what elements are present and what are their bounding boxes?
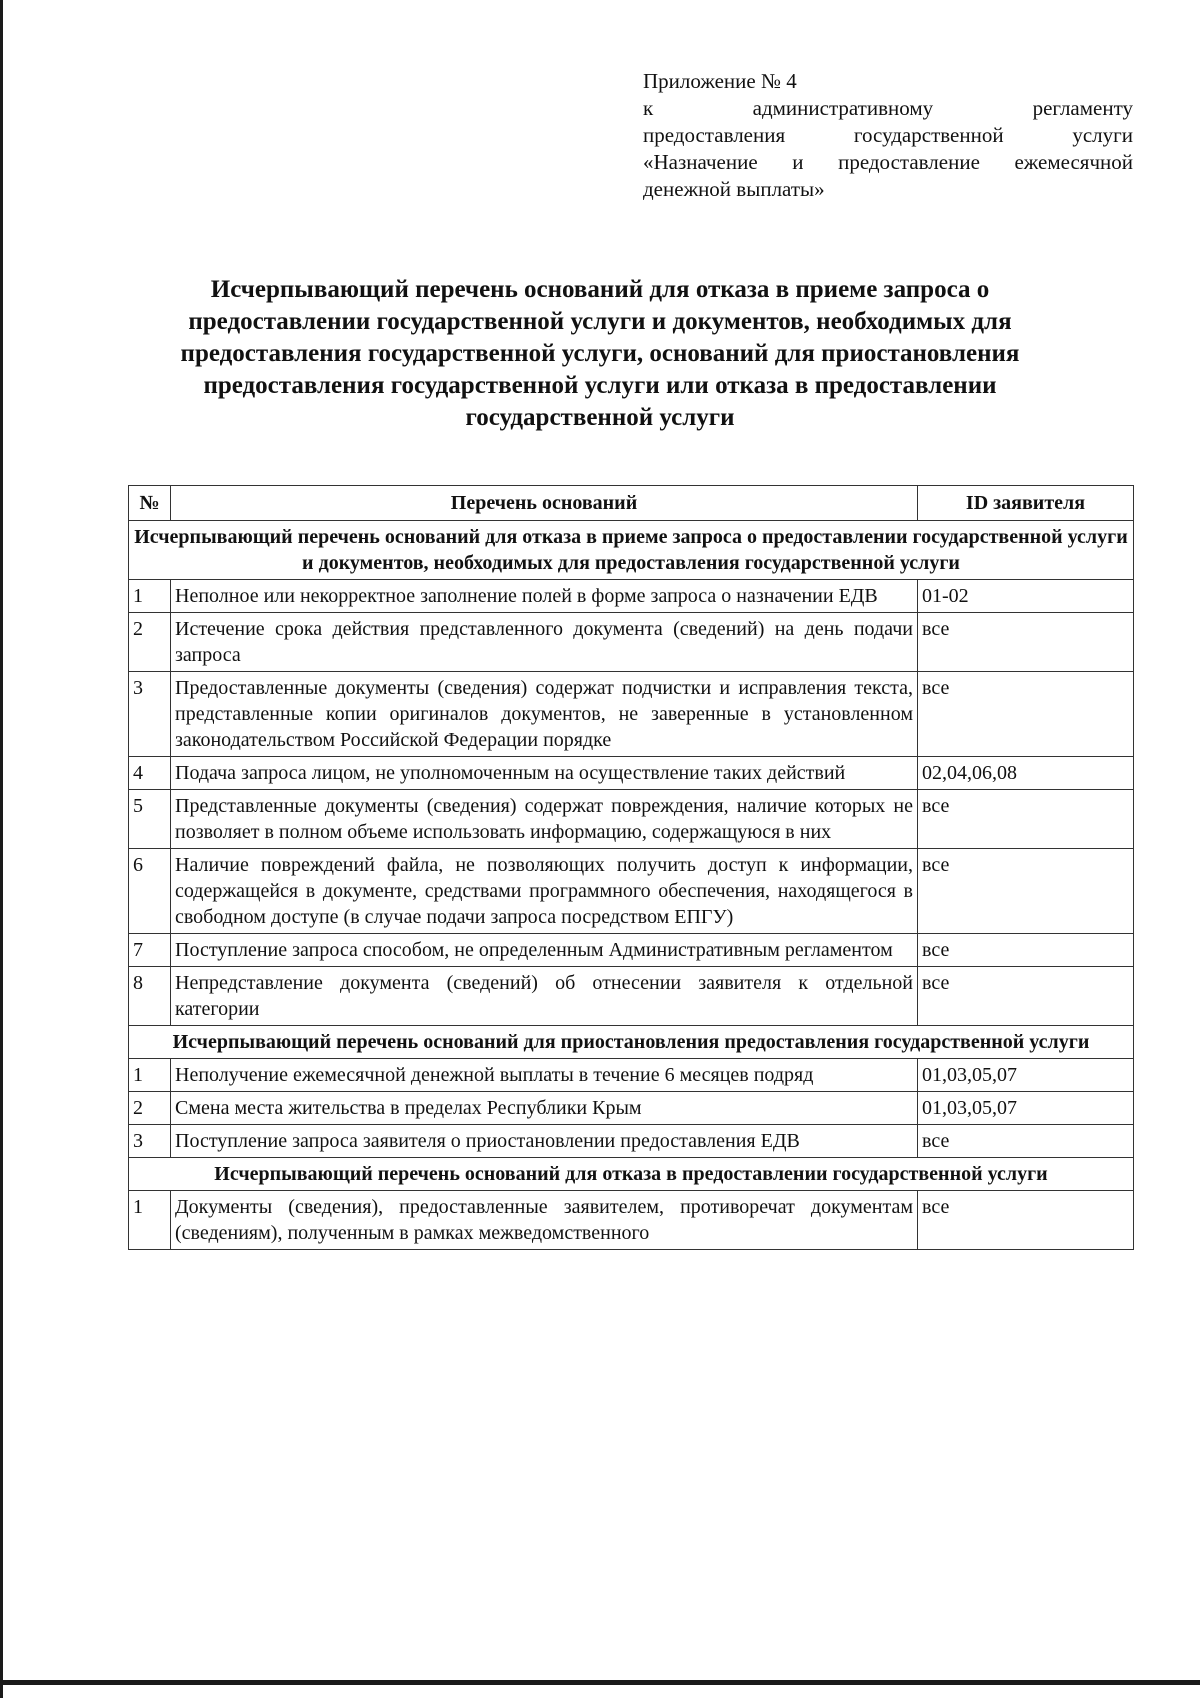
- row-number: 3: [129, 1125, 171, 1158]
- table-row: [129, 1125, 1134, 1158]
- table-row: [129, 1092, 1134, 1125]
- appendix-line-3: «Назначение и предоставление ежемесячной: [643, 150, 1133, 174]
- row-applicant-id: 01,03,05,07: [918, 1059, 1134, 1092]
- header-grounds: Перечень оснований: [171, 486, 918, 521]
- row-number: 8: [129, 967, 171, 1026]
- row-applicant-id: все: [918, 613, 1134, 672]
- row-text: Предоставленные документы (сведения) содержат подчистки и исправления текста, представленные копии оригиналов документов, не заверенные в установленном законодательством Российской Федерации порядке: [171, 672, 918, 757]
- table-row: [129, 672, 1134, 757]
- table-row: [129, 1059, 1134, 1092]
- section-heading-row: [129, 1026, 1134, 1059]
- row-text: Поступление запроса заявителя о приостановлении предоставления ЕДВ: [171, 1125, 918, 1158]
- table-row: [129, 849, 1134, 934]
- row-number: 5: [129, 790, 171, 849]
- section-heading-refusal-provision: Исчерпывающий перечень оснований для отказа в предоставлении государственной услуги: [129, 1158, 1134, 1191]
- row-applicant-id: 01,03,05,07: [918, 1092, 1134, 1125]
- appendix-number: Приложение № 4: [643, 69, 797, 93]
- row-text: Истечение срока действия представленного документа (сведений) на день подачи запроса: [171, 613, 918, 672]
- row-number: 1: [129, 1059, 171, 1092]
- appendix-note: [643, 68, 1133, 203]
- table-header-row: [129, 486, 1134, 521]
- row-text: Смена места жительства в пределах Республики Крым: [171, 1092, 918, 1125]
- row-number: 7: [129, 934, 171, 967]
- grounds-table: [128, 485, 1134, 1250]
- table-row: [129, 790, 1134, 849]
- row-text: Неполучение ежемесячной денежной выплаты в течение 6 месяцев подряд: [171, 1059, 918, 1092]
- row-number: 4: [129, 757, 171, 790]
- section-heading-row: [129, 1158, 1134, 1191]
- table-row: [129, 613, 1134, 672]
- row-number: 6: [129, 849, 171, 934]
- row-number: 1: [129, 580, 171, 613]
- row-applicant-id: все: [918, 1191, 1134, 1250]
- row-number: 2: [129, 613, 171, 672]
- header-id: ID заявителя: [918, 486, 1134, 521]
- scan-bottom-edge: [0, 1680, 1200, 1685]
- row-applicant-id: все: [918, 672, 1134, 757]
- row-applicant-id: 01-02: [918, 580, 1134, 613]
- page-title: Исчерпывающий перечень оснований для отказа в приеме запроса о предоставлении государственной услуги и документов, необходимых для предоставления государственной услуги, оснований для приостановления предоставления государственной услуги или отказа в предоставлении государственной услуги: [180, 276, 1020, 431]
- row-text: Неполное или некорректное заполнение полей в форме запроса о назначении ЕДВ: [171, 580, 918, 613]
- row-applicant-id: все: [918, 1125, 1134, 1158]
- row-applicant-id: все: [918, 790, 1134, 849]
- appendix-line-4: денежной выплаты»: [643, 177, 825, 201]
- row-text: Непредставление документа (сведений) об отнесении заявителя к отдельной категории: [171, 967, 918, 1026]
- row-number: 2: [129, 1092, 171, 1125]
- row-text: Представленные документы (сведения) содержат повреждения, наличие которых не позволяет в полном объеме использовать информацию, содержащуюся в них: [171, 790, 918, 849]
- appendix-line-1: к административному регламенту: [643, 96, 1133, 120]
- appendix-line-2: предоставления государственной услуги: [643, 123, 1133, 147]
- row-text: Наличие повреждений файла, не позволяющих получить доступ к информации, содержащейся в документе, средствами программного обеспечения, находящегося в свободном доступе (в случае подачи запроса посредством ЕПГУ): [171, 849, 918, 934]
- header-num: №: [129, 486, 171, 521]
- table-row: [129, 934, 1134, 967]
- table-row: [129, 1191, 1134, 1250]
- row-text: Подача запроса лицом, не уполномоченным на осуществление таких действий: [171, 757, 918, 790]
- row-applicant-id: все: [918, 967, 1134, 1026]
- table-row: [129, 757, 1134, 790]
- row-applicant-id: все: [918, 849, 1134, 934]
- table-row: [129, 967, 1134, 1026]
- section-heading-refusal-acceptance: Исчерпывающий перечень оснований для отказа в приеме запроса о предоставлении государственной услуги и документов, необходимых для предоставления государственной услуги: [129, 521, 1134, 580]
- scan-left-edge: [0, 0, 3, 1698]
- row-applicant-id: все: [918, 934, 1134, 967]
- row-number: 3: [129, 672, 171, 757]
- row-text: Поступление запроса способом, не определенным Административным регламентом: [171, 934, 918, 967]
- row-applicant-id: 02,04,06,08: [918, 757, 1134, 790]
- table-row: [129, 580, 1134, 613]
- row-text: Документы (сведения), предоставленные заявителем, противоречат документам (сведениям), полученным в рамках межведомственного: [171, 1191, 918, 1250]
- section-heading-suspension: Исчерпывающий перечень оснований для приостановления предоставления государственной услуги: [129, 1026, 1134, 1059]
- row-number: 1: [129, 1191, 171, 1250]
- section-heading-row: [129, 521, 1134, 580]
